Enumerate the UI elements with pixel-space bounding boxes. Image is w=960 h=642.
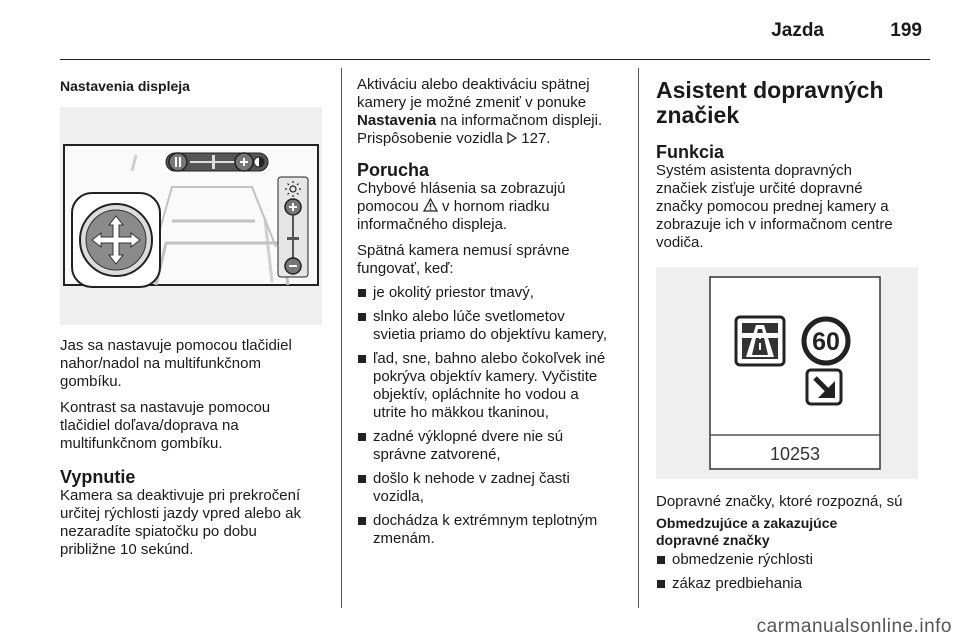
function-paragraph: Systém asistenta dopravných značiek zisťuje určité dopravné značky pomocou prednej kamery a zobrazuje ich v informačnom centre vodiča.	[656, 162, 893, 251]
speed-limit-value: 60	[812, 328, 840, 356]
settings-menu-term: Nastavenia	[357, 112, 437, 129]
page-reference: 127.	[521, 130, 551, 147]
malfunction-heading: Porucha	[357, 160, 430, 180]
contrast-icon	[254, 157, 264, 167]
column-divider	[341, 68, 342, 608]
deactivation-paragraph: Kamera sa deaktivuje pri prekročení určitej rýchlosti jazdy vpred alebo ak nezaradíte spiatočku po dobu približne 10 sekúnd.	[60, 487, 301, 558]
brightness-paragraph: Jas sa nastavuje pomocou tlačidiel nahor/nadol na multifunkčnom gombíku.	[60, 337, 292, 390]
list-item: došlo k nehode v zadnej časti vozidla,	[357, 470, 629, 506]
figure-code: 10253	[769, 444, 821, 464]
list-item: obmedzenie rýchlosti	[656, 551, 932, 569]
contrast-slider	[166, 153, 268, 171]
restriction-signs-heading: Obmedzujúce a zakazujúce dopravné značky	[656, 515, 838, 548]
display-settings-heading: Nastavenia displeja	[60, 78, 190, 94]
deactivation-heading: Vypnutie	[60, 467, 136, 487]
malfunction-paragraph: Chybové hlásenia sa zobrazujú pomocou v hornom riadku informačného displeja.	[357, 180, 566, 233]
arrow-down-right-icon	[807, 370, 841, 404]
camera-conditions-intro: Spätná kamera nemusí správne fungovať, keď:	[357, 242, 570, 277]
display-settings-figure	[60, 107, 322, 325]
traffic-sign-figure	[656, 267, 918, 479]
list-item: je okolitý priestor tmavý,	[357, 284, 629, 302]
column-middle	[357, 68, 629, 548]
list-item: zákaz predbiehania	[656, 575, 932, 593]
page-number: 199	[890, 20, 922, 41]
camera-conditions-list	[357, 284, 629, 548]
watermark: carmanualsonline.info	[756, 616, 952, 637]
page-header	[60, 0, 930, 62]
list-item: dochádza k extrémnym teplotným zmenám.	[357, 512, 629, 548]
section-title: Jazda	[771, 20, 824, 41]
column-right	[656, 68, 932, 593]
column-divider	[638, 68, 639, 608]
brightness-slider	[278, 177, 308, 277]
list-item: zadné výklopné dvere nie sú správne zatvorené,	[357, 428, 629, 464]
column-left	[60, 68, 335, 559]
function-heading: Funkcia	[656, 142, 725, 162]
traffic-sign-assistant-title: Asistent dopravných značiek	[656, 77, 884, 128]
list-item: ľad, sne, bahno alebo čokoľvek iné pokrýva objektív kamery. Vyčistite objektív, opláchnite ho vodou a utrite ho mäkkou tkaninou,	[357, 350, 629, 422]
warning-triangle-icon	[423, 198, 438, 212]
list-item: slnko alebo lúče svetlometov svietia priamo do objektívu kamery,	[357, 308, 629, 344]
activation-paragraph: Aktiváciu alebo deaktiváciu spätnej kamery je možné zmeniť v ponuke Nastavenia na informačnom displeji. Prispôsobenie vozidla 127.	[357, 76, 603, 147]
motorway-sign-icon	[736, 317, 784, 365]
recognized-signs-paragraph: Dopravné značky, ktoré rozpozná, sú	[656, 493, 903, 510]
speed-limit-sign-icon	[804, 319, 848, 363]
multifunction-knob-icon	[72, 193, 160, 287]
header-rule	[60, 59, 930, 60]
restriction-signs-list	[656, 551, 932, 593]
page-ref-triangle-icon	[507, 132, 517, 144]
contrast-paragraph: Kontrast sa nastavuje pomocou tlačidiel doľava/doprava na multifunkčnom gombíku.	[60, 399, 271, 452]
